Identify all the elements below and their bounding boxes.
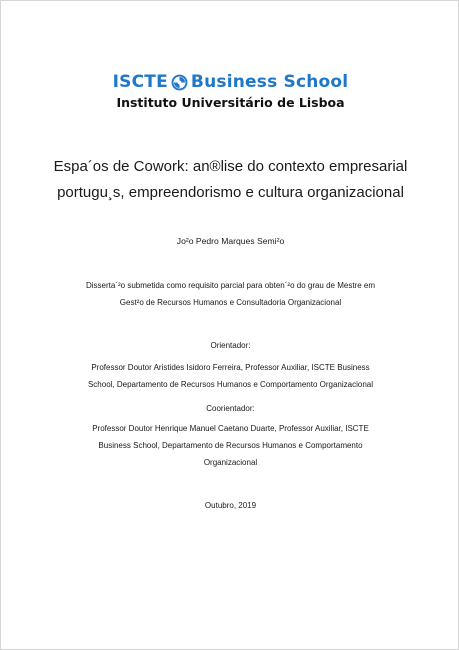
- iscte-emblem-icon: [171, 74, 188, 91]
- coorientador-line-1: Professor Doutor Henrique Manuel Caetano Duarte, Professor Auxiliar, ISCTE: [92, 424, 369, 433]
- orientador-line-1: Professor Doutor Aristides Isidoro Ferreira, Professor Auxiliar, ISCTE Business: [91, 363, 370, 372]
- coorientador-label: Coorientador:: [206, 404, 255, 413]
- thesis-title-line-1: Espa´os de Cowork: an®lise do contexto empresarial: [53, 158, 408, 175]
- orientador-details: [61, 359, 400, 393]
- dissertation-line-1: Disserta´²o submetida como requisito parcial para obten´²o do grau de Mestre em: [85, 281, 376, 290]
- dissertation-line-2: Gest²o de Recursos Humanos e Consultadoria Organizacional: [119, 298, 342, 307]
- institution-name: Instituto Universitário de Lisboa: [116, 95, 345, 110]
- orientador-line-2: School, Departamento de Recursos Humanos e Comportamento Organizacional: [87, 380, 374, 389]
- logo-brand-left: ISCTE: [112, 72, 168, 92]
- dissertation-statement: [61, 277, 400, 311]
- logo-brand-right: Business School: [190, 72, 349, 92]
- thesis-title: [21, 154, 440, 206]
- coorientador-line-3: Organizacional: [203, 458, 258, 467]
- orientador-label: Orientador:: [210, 341, 251, 350]
- coorientador-details: [61, 420, 400, 471]
- coorientador-line-2: Business School, Departamento de Recursos Humanos e Comportamento: [98, 441, 363, 450]
- logo-brand-line: [113, 72, 349, 92]
- submission-date: Outubro, 2019: [204, 501, 257, 510]
- thesis-title-line-2: portugu¸s, empreendorismo e cultura organizacional: [57, 184, 404, 201]
- iscte-logo: [1, 72, 459, 110]
- author-name: Jo²o Pedro Marques Semi²o: [176, 236, 285, 246]
